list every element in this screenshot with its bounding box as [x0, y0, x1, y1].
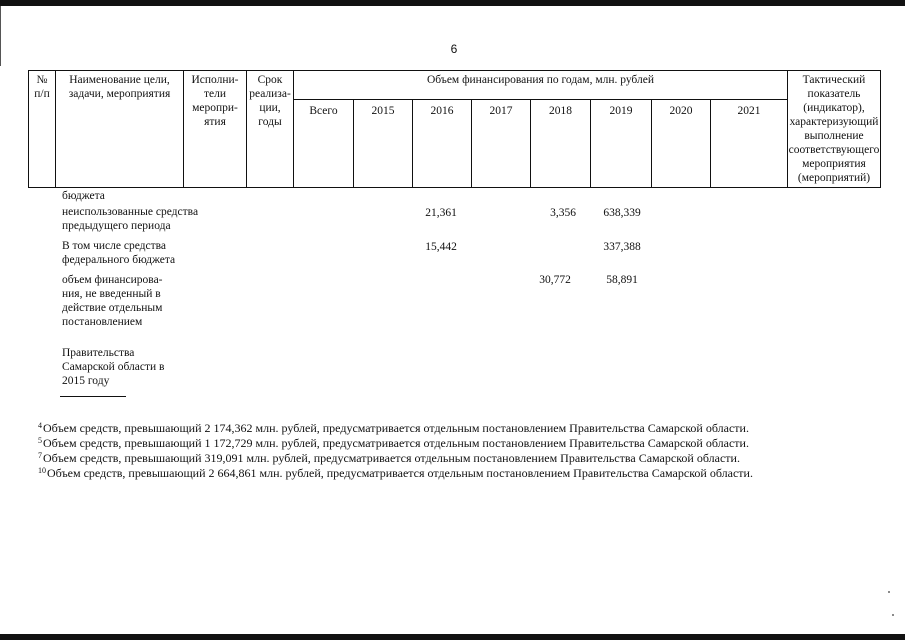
table-top-rule	[28, 70, 881, 71]
header-line: (мероприятий)	[797, 172, 871, 184]
row-label-line: постановлением	[62, 316, 143, 328]
header-line: ятия	[204, 116, 226, 128]
funding-group-rule	[293, 99, 787, 100]
header-line: Исполни-	[191, 74, 239, 86]
row-label-line: действие отдельным	[62, 302, 163, 314]
footnote-mark: 10	[38, 466, 46, 475]
table-row	[62, 346, 164, 388]
header-line: характеризующий	[789, 116, 879, 128]
footnote-text: Объем средств, превышающий 319,091 млн. рублей, предусматривается отдельным постановлением Правительства Самарской области.	[43, 451, 740, 465]
row-label-line: федерального бюджета	[62, 254, 176, 266]
header-line: соответствующего	[788, 144, 880, 156]
header-year-2018: 2018	[549, 105, 572, 117]
table-header	[28, 70, 881, 188]
page-number: 6	[450, 42, 458, 56]
table-row	[62, 189, 105, 203]
header-year-2021: 2021	[737, 105, 761, 117]
scan-border-top	[0, 0, 905, 6]
row-label-line: 2015 году	[62, 375, 110, 387]
row-label-line: Самарской области в	[62, 361, 165, 373]
scan-speck	[888, 591, 890, 593]
row-value-2016: 15,442	[425, 241, 457, 253]
header-year-2019: 2019	[609, 105, 633, 117]
row-label-line: объем финансирова-	[62, 274, 163, 286]
header-funding-group: Объем финансирования по годам, млн. рублей	[427, 74, 654, 86]
header-line: задачи, мероприятия	[68, 88, 171, 100]
header-total: Всего	[309, 105, 338, 117]
header-line: тели	[203, 88, 227, 100]
row-value-2019: 337,388	[603, 241, 641, 253]
row-value-2019: 638,339	[603, 207, 641, 219]
footnote-separator	[60, 396, 126, 397]
table-row	[62, 273, 163, 329]
table-row	[62, 205, 198, 233]
header-line: Тактический	[802, 74, 866, 86]
header-line: мероприятия	[802, 158, 866, 170]
header-line: реализа-	[249, 88, 291, 100]
row-label-line: Правительства	[62, 347, 135, 359]
header-indicator	[788, 73, 880, 185]
header-line: Наименование цели,	[69, 74, 170, 86]
header-year-2015: 2015	[371, 105, 395, 117]
header-year-2020: 2020	[669, 105, 693, 117]
row-label-line: неиспользованные средства	[62, 206, 199, 218]
table-row	[62, 239, 175, 267]
footnote-mark: 7	[38, 451, 42, 460]
scan-border-bottom	[0, 634, 905, 640]
header-line: №	[36, 74, 48, 86]
table-bottom-rule	[28, 187, 881, 188]
footnote-text: Объем средств, превышающий 1 172,729 млн. рублей, предусматривается отдельным постановлением Правительства Самарской области.	[43, 436, 749, 450]
col-rule	[880, 70, 881, 188]
row-value-2016: 21,361	[425, 207, 457, 219]
row-label-line: В том числе средства	[62, 240, 167, 252]
row-label-line: предыдущего периода	[62, 220, 171, 232]
header-line: ции,	[259, 102, 281, 114]
row-label-line: ния, не введенный в	[62, 288, 161, 300]
header-line: годы	[258, 116, 282, 128]
footnote-mark: 4	[38, 421, 42, 430]
row-label-line: бюджета	[62, 190, 105, 202]
header-executors	[184, 73, 246, 129]
header-line: показатель	[807, 88, 861, 100]
header-line: п/п	[34, 88, 50, 100]
col-rule	[293, 70, 294, 188]
row-value-2019: 58,891	[606, 274, 638, 286]
header-number	[29, 73, 55, 101]
header-line: меропри-	[192, 102, 238, 114]
header-line: выполнение	[804, 130, 864, 142]
footnote-mark: 5	[38, 436, 42, 445]
row-value-2018: 30,772	[539, 274, 571, 286]
header-name	[56, 73, 183, 101]
footnote-text: Объем средств, превышающий 2 174,362 млн. рублей, предусматривается отдельным постановлением Правительства Самарской области.	[43, 421, 749, 435]
header-line: Срок	[257, 74, 283, 86]
row-value-2018: 3,356	[550, 207, 576, 219]
scan-speck	[892, 614, 894, 616]
header-line: (индикатор),	[803, 102, 865, 114]
scan-edge-left	[0, 6, 1, 66]
header-term	[247, 73, 293, 129]
footnote-text: Объем средств, превышающий 2 664,861 млн. рублей, предусматривается отдельным постановлением Правительства Самарской области.	[47, 466, 753, 480]
header-year-2016: 2016	[430, 105, 454, 117]
header-year-2017: 2017	[489, 105, 513, 117]
footnote	[38, 463, 753, 481]
